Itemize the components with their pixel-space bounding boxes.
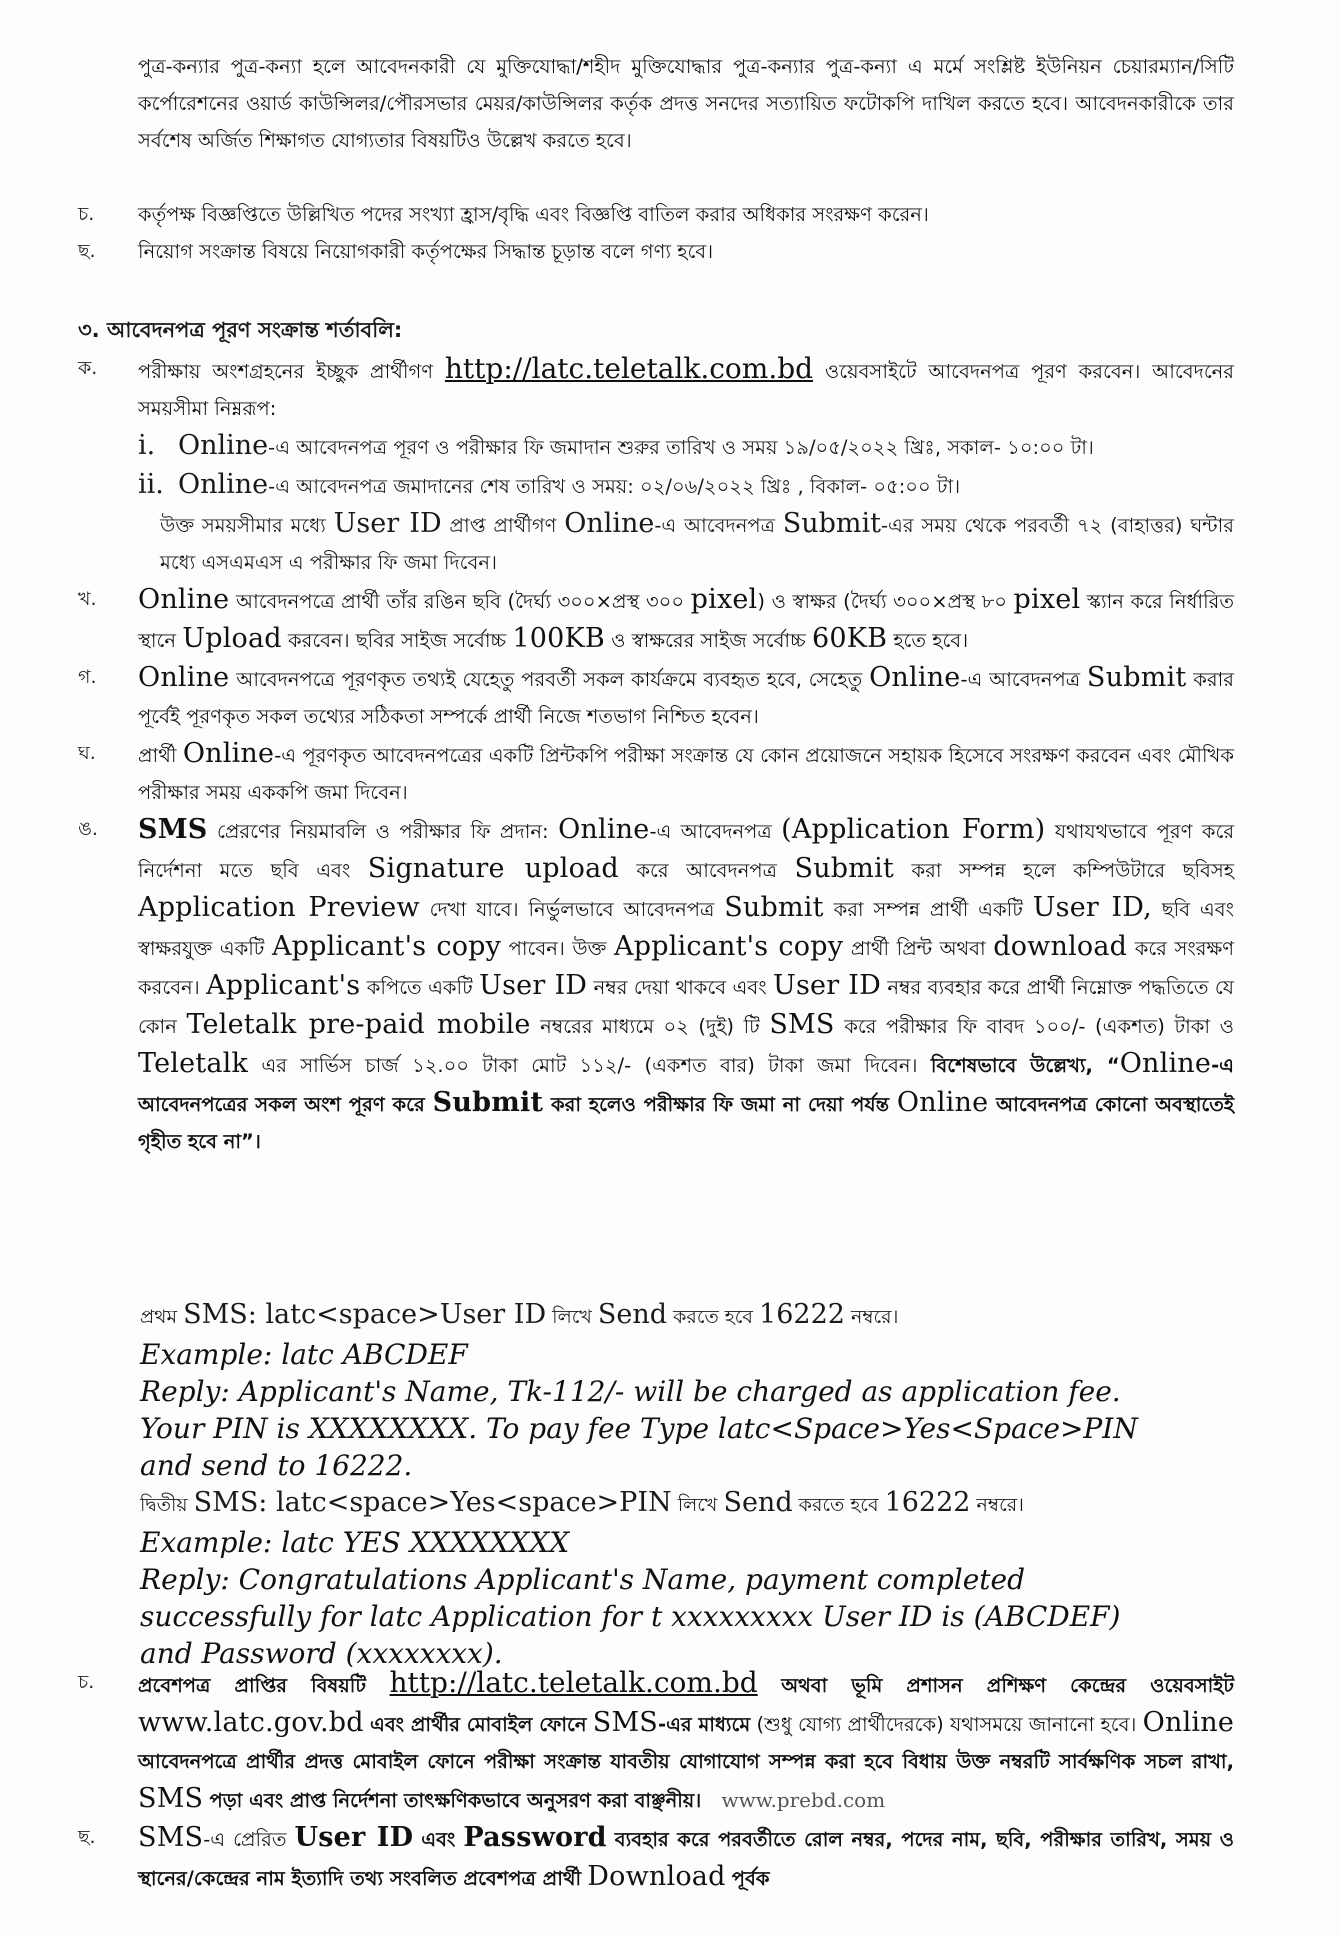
text-fragment: Submit (782, 508, 881, 539)
text-fragment: SMS (592, 1707, 658, 1738)
text-fragment: SMS: latc<space>User ID (183, 1299, 547, 1330)
text-fragment: SMS (138, 1822, 204, 1853)
text-fragment: -এ আবেদনপত্র (654, 514, 775, 537)
subitem-number: ii. (138, 469, 164, 500)
clause-text (138, 350, 1234, 427)
text-fragment: 60KB (811, 623, 888, 654)
text-fragment: প্রাপ্ত প্রার্থীগণ (449, 514, 557, 537)
example-2: Example: latc YES XXXXXXXX (140, 1526, 570, 1559)
text-fragment: করার পূর্বেই পূরণকৃত সকল তথ্যের সঠিকতা সম্পর্কে প্রার্থী নিজে শতভাগ নিশ্চিত হবেন। (138, 668, 1234, 728)
subitem-note (160, 505, 1234, 581)
clause-marker: ছ. (78, 1826, 96, 1848)
reply-1-line-2: Your PIN is XXXXXXXX. To pay fee Type latc<Space>Yes<Space>PIN (140, 1412, 1138, 1445)
text-fragment: ব্যবহার করে পরবর্তীতে রোল নম্বর, পদের নাম, ছবি, পরীক্ষার তারিখ, সময় ও স্থানের/কেন্দ্রের নাম ইত্যাদি তথ্য সংবলিত প্রবেশপত্র প্রার্থী (138, 1828, 1235, 1890)
subitem-ii (0, 466, 1340, 505)
text-fragment: User ID (294, 1822, 414, 1853)
text-fragment: User ID (333, 508, 442, 539)
text-fragment: -এ প্রেরিত (203, 1828, 287, 1851)
text-fragment: Online (138, 584, 230, 615)
text-fragment: এর সার্ভিস চার্জ ১২.০০ টাকা মোট ১১২/- (একশত বার) টাকা জমা দিবেন। (261, 1054, 918, 1077)
reply-2-line-3: and Password (xxxxxxxx). (140, 1637, 503, 1670)
text-fragment: বিশেষভাবে উল্লেখ্য, “ (930, 1054, 1120, 1077)
text-fragment: User ID, (1032, 892, 1152, 923)
text-fragment: করে সংরক্ষণ করবেন। (138, 937, 1235, 999)
text-fragment: -এ পূরণকৃত আবেদনপত্রের একটি প্রিন্টকপি পরীক্ষা সংক্রান্ত যে কোন প্রয়োজনে সহায়ক হিসেবে সংরক্ষণ করবেন এবং মৌখিক পরীক্ষার সময় এককপি জমা দিবেন। (138, 744, 1235, 804)
clause-cha-admit (0, 1664, 1340, 1819)
section-heading: ৩. আবেদনপত্র পূরণ সংক্রান্ত শর্তাবলি: (78, 318, 403, 342)
text-fragment: এবং (421, 1828, 456, 1851)
text-fragment: করতে হবে (798, 1494, 879, 1516)
intro-paragraph: পুত্র-কন্যার পুত্র-কন্যা হলে আবেদনকারী যে মুক্তিযোদ্ধা/শহীদ মুক্তিযোদ্ধার পুত্র-কন্যার পুত্র-কন্যা এ মর্মে সংশ্লিষ্ট ইউনিয়ন চেয়ারম্যান/সিটি কর্পোরেশনের ওয়ার্ড কাউন্সিলর/পৌরসভার মেয়র/কাউন্সিলর কর্তৃক প্রদত্ত সনদের সত্যায়িত ফটোকপি দাখিল করতে হবে। আবেদনকারীকে তার সর্বশেষ অর্জিত শিক্ষাগত যোগ্যতার বিষয়টিও উল্লেখ করতে হবে। (138, 55, 1234, 152)
clause-cha (0, 196, 1340, 233)
text-fragment: -এ আবেদনপত্র (960, 668, 1081, 691)
text-fragment: আবেদনপত্রে প্রার্থী তাঁর রঙিন ছবি (দৈর্ঘ্য ৩০০×প্রস্থ ৩০০ (235, 590, 685, 613)
text-fragment: পাবেন। উক্ত (508, 937, 607, 960)
text-fragment: নম্বর ব্যবহার করে প্রার্থী নিম্নোক্ত পদ্ধতিতে যে কোন (138, 976, 1235, 1038)
text-fragment: SMS (138, 814, 208, 845)
subitem-text (178, 466, 1234, 505)
reply-2-line-2: successfully for latc Application for t xxxxxxxxx User ID is (ABCDEF) (140, 1600, 1121, 1633)
text-fragment: আবেদনপত্র কোনো অবস্থাতেই গৃহীত হবে না”। (138, 1093, 1235, 1153)
text-fragment: যথাযথভাবে পূরণ করে নির্দেশনা মতে ছবি এবং (138, 820, 1235, 882)
text-fragment: -এর সময় থেকে পরবর্তী ৭২ (বাহাত্তর) ঘন্টার মধ্যে এসএমএস এ পরীক্ষার ফি জমা দিবেন। (160, 514, 1234, 574)
text-fragment: স্ক্যান করে নির্ধারিত স্থানে (138, 590, 1235, 652)
teletalk-link[interactable]: http://latc.teletalk.com.bd (389, 1666, 758, 1699)
text-fragment: Online (182, 738, 275, 769)
text-fragment: (Application Form) (781, 814, 1046, 845)
reply-2-line-1: Reply: Congratulations Applicant's Name, payment completed (140, 1563, 1026, 1596)
text-fragment: Online (558, 814, 650, 845)
admit-card-section (0, 1664, 1340, 1897)
text-fragment: করতে হবে (673, 1306, 753, 1328)
text-fragment: লিখে (677, 1494, 718, 1516)
text-fragment: 100KB (512, 623, 605, 654)
clause-chha-download (0, 1819, 1340, 1897)
intro-section (0, 48, 1340, 159)
second-sms-line (140, 1484, 1340, 1524)
text-fragment: আবেদনপত্রে প্রার্থীর প্রদত্ত মোবাইল ফোনে পরীক্ষা সংক্রান্ত যাবতীয় যোগাযোগ সম্পন্ন করা হবে বিধায় উক্ত নম্বরটি সার্বক্ষণিক সচল রাখা, (138, 1750, 1234, 1773)
text-fragment: নম্বরে। (850, 1306, 899, 1328)
text-fragment: Online (138, 662, 230, 693)
text-fragment: Submit (794, 853, 894, 884)
text-fragment: দ্বিতীয় (140, 1494, 188, 1516)
text-fragment: ছবি এবং স্বাক্ষরযুক্ত একটি (138, 898, 1235, 960)
clause-text (138, 581, 1234, 659)
text-fragment: কপিতে একটি (366, 976, 473, 999)
clause-gha (0, 735, 1340, 811)
text-fragment: উক্ত সময়সীমার মধ্যে (160, 514, 326, 537)
text-fragment: Download (587, 1861, 726, 1892)
text-fragment: Submit (1086, 662, 1187, 693)
clause-marker: ঙ. (78, 818, 98, 840)
text-fragment: আবেদনপত্রে পূরণকৃত তথ্যই যেহেতু পরবর্তী সকল কার্যক্রমে ব্যবহৃত হবে, সেহেতু (236, 668, 863, 691)
clause-kha (0, 581, 1340, 659)
subitem-text (178, 427, 1234, 466)
text-fragment: প্রবেশপত্র প্রাপ্তির বিষয়টি (138, 1674, 366, 1697)
text-fragment: Applicant's (206, 970, 361, 1001)
text-fragment: এবং প্রার্থীর মোবাইল ফোনে (369, 1713, 587, 1736)
text-fragment: download (993, 931, 1128, 962)
clause-umo (0, 811, 1340, 1160)
text-fragment: করে পরীক্ষার ফি বাবদ ১০০/- (একশত) টাকা ও (844, 1015, 1234, 1038)
text-fragment: পরীক্ষায় অংশগ্রহনের ইচ্ছুক প্রার্থীগণ (138, 360, 434, 383)
clause-text (138, 735, 1234, 811)
text-fragment: pixel (690, 584, 758, 615)
text-fragment: Signature upload (367, 853, 619, 884)
text-fragment: লিখে (552, 1306, 592, 1328)
clause-marker: গ. (78, 666, 97, 688)
text-fragment: অথবা ভূমি প্রশাসন প্রশিক্ষণ কেন্দ্রের ওয়েবসাইট (781, 1674, 1235, 1697)
text-fragment: ) ও স্বাক্ষর (দৈর্ঘ্য ৩০০×প্রস্থ ৮০ (757, 590, 1007, 613)
text-fragment: -এ আবেদনপত্র জমাদানের শেষ তারিখ ও সময়: ০২/০৬/২০২২ খ্রিঃ , বিকাল- ০৫:০০ টা। (268, 475, 961, 498)
watermark-text: www.prebd.com (721, 1788, 886, 1812)
clause-text (138, 1664, 1234, 1819)
text-fragment: নম্বরের মাধ্যমে ০২ (দুই) টি (540, 1015, 760, 1038)
clause-text: নিয়োগ সংক্রান্ত বিষয়ে নিয়োগকারী কর্তৃপক্ষের সিদ্ধান্ত চূড়ান্ত বলে গণ্য হবে। (138, 240, 714, 263)
text-fragment: -এ আবেদনপত্রের সকল অংশ পূরণ করে (138, 1054, 1234, 1116)
teletalk-link[interactable]: http://latc.teletalk.com.bd (444, 352, 814, 385)
text-fragment: করে আবেদনপত্র (636, 859, 777, 882)
clause-text (138, 811, 1234, 1160)
text-fragment: প্রার্থী (138, 744, 177, 767)
section-3 (0, 310, 1340, 1160)
subitem-i (0, 427, 1340, 466)
text-fragment: প্রেরণের নিয়মাবলি ও পরীক্ষার ফি প্রদান: (216, 820, 549, 843)
sms-instructions (0, 1296, 1340, 1672)
text-fragment: Submit (432, 1087, 544, 1118)
text-fragment: Applicant's copy (271, 931, 502, 962)
text-fragment: SMS (138, 1783, 204, 1814)
clause-text (138, 1819, 1234, 1897)
text-fragment: Applicant's copy (614, 931, 844, 962)
text-fragment: করা সম্পন্ন প্রার্থী একটি (833, 898, 1023, 921)
text-fragment: Teletalk (138, 1048, 249, 1079)
text-fragment: Application Preview (138, 892, 420, 923)
clause-marker: ক. (78, 357, 98, 379)
text-fragment: Online (896, 1087, 989, 1118)
text-fragment: Password (463, 1822, 607, 1853)
reply-1-line-3: and send to 16222. (140, 1449, 413, 1482)
reply-1-line-1: Reply: Applicant's Name, Tk-112/- will be charged as application fee. (140, 1375, 1121, 1408)
first-sms-line (140, 1296, 1340, 1336)
text-fragment: SMS (769, 1009, 835, 1040)
example-1: Example: latc ABCDEF (140, 1338, 468, 1371)
text-fragment: করা হলেও পরীক্ষার ফি জমা না দেয়া পর্যন্ত (551, 1093, 890, 1116)
clause-marker: খ. (78, 588, 97, 610)
text-fragment: -এ আবেদনপত্র পূরণ ও পরীক্ষার ফি জমাদান শুরুর তারিখ ও সময় ১৯/০৫/২০২২ খ্রিঃ, সকাল- ১০:০০ টা। (268, 436, 1094, 459)
clause-marker: চ. (78, 1671, 95, 1693)
text-fragment: Online (1119, 1048, 1212, 1079)
text-fragment: Upload (182, 623, 282, 654)
clause-ka (0, 350, 1340, 427)
clause-marker: ঘ. (78, 742, 96, 764)
text-fragment: pixel (1013, 584, 1081, 615)
text-fragment: করবেন। ছবির সাইজ সর্বোচ্চ (287, 629, 507, 652)
top-clauses (0, 196, 1340, 270)
text-fragment: Teletalk pre-paid mobile (186, 1009, 531, 1040)
clause-ga (0, 659, 1340, 735)
text-fragment: User ID (479, 970, 588, 1001)
clause-marker: চ. (78, 203, 95, 225)
latc-website-link[interactable]: www.latc.gov.bd (138, 1707, 364, 1738)
text-fragment: Submit (724, 892, 824, 923)
text-fragment: প্রার্থী প্রিন্ট অথবা (850, 937, 986, 960)
text-fragment: হতে হবে। (893, 629, 969, 652)
text-fragment: ওয়েবসাইটে আবেদনপত্র পূরণ করবেন। আবেদনের সময়সীমা নিম্নরূপ: (138, 360, 1235, 420)
clause-marker: ছ. (78, 240, 96, 262)
text-fragment: Online (178, 469, 269, 500)
text-fragment: (শুধু যোগ্য প্রার্থীদেরকে) যথাসময়ে জানানো হবে। (756, 1713, 1137, 1736)
text-fragment: Online (178, 430, 269, 461)
text-fragment: SMS: latc<space>Yes<space>PIN (193, 1487, 672, 1518)
text-fragment: নম্বরে। (976, 1494, 1024, 1516)
text-fragment: Online (1142, 1707, 1235, 1738)
text-fragment: -এর মাধ্যমে (658, 1713, 751, 1736)
text-fragment: পূর্বক (731, 1867, 770, 1890)
clause-text (138, 659, 1234, 735)
text-fragment: প্রথম (140, 1306, 178, 1328)
text-fragment: Online (564, 508, 655, 539)
clause-text: কর্তৃপক্ষ বিজ্ঞপ্তিতে উল্লিখিত পদের সংখ্যা হ্রাস/বৃদ্ধি এবং বিজ্ঞপ্তি বাতিল করার অধিকার সংরক্ষণ করেন। (138, 203, 929, 226)
text-fragment: -এ আবেদনপত্র (649, 820, 772, 843)
clause-chha (0, 233, 1340, 270)
text-fragment: করা সম্পন্ন হলে কম্পিউটারে ছবিসহ (911, 859, 1234, 882)
text-fragment: User ID (773, 970, 882, 1001)
text-fragment: 16222 (759, 1299, 845, 1330)
text-fragment: Send (597, 1299, 668, 1330)
text-fragment: Online (869, 662, 961, 693)
text-fragment: পড়া এবং প্রাপ্ত নির্দেশনা তাৎক্ষণিকভাবে অনুসরণ করা বাঞ্ছনীয়। (209, 1789, 702, 1812)
subitem-number: i. (138, 430, 156, 461)
text-fragment: Send (723, 1487, 793, 1518)
text-fragment: ও স্বাক্ষরের সাইজ সর্বোচ্চ (611, 629, 806, 652)
text-fragment: নম্বর দেয়া থাকবে এবং (593, 976, 767, 999)
text-fragment: 16222 (884, 1487, 971, 1518)
text-fragment: দেখা যাবে। নির্ভুলভাবে আবেদনপত্র (429, 898, 715, 921)
